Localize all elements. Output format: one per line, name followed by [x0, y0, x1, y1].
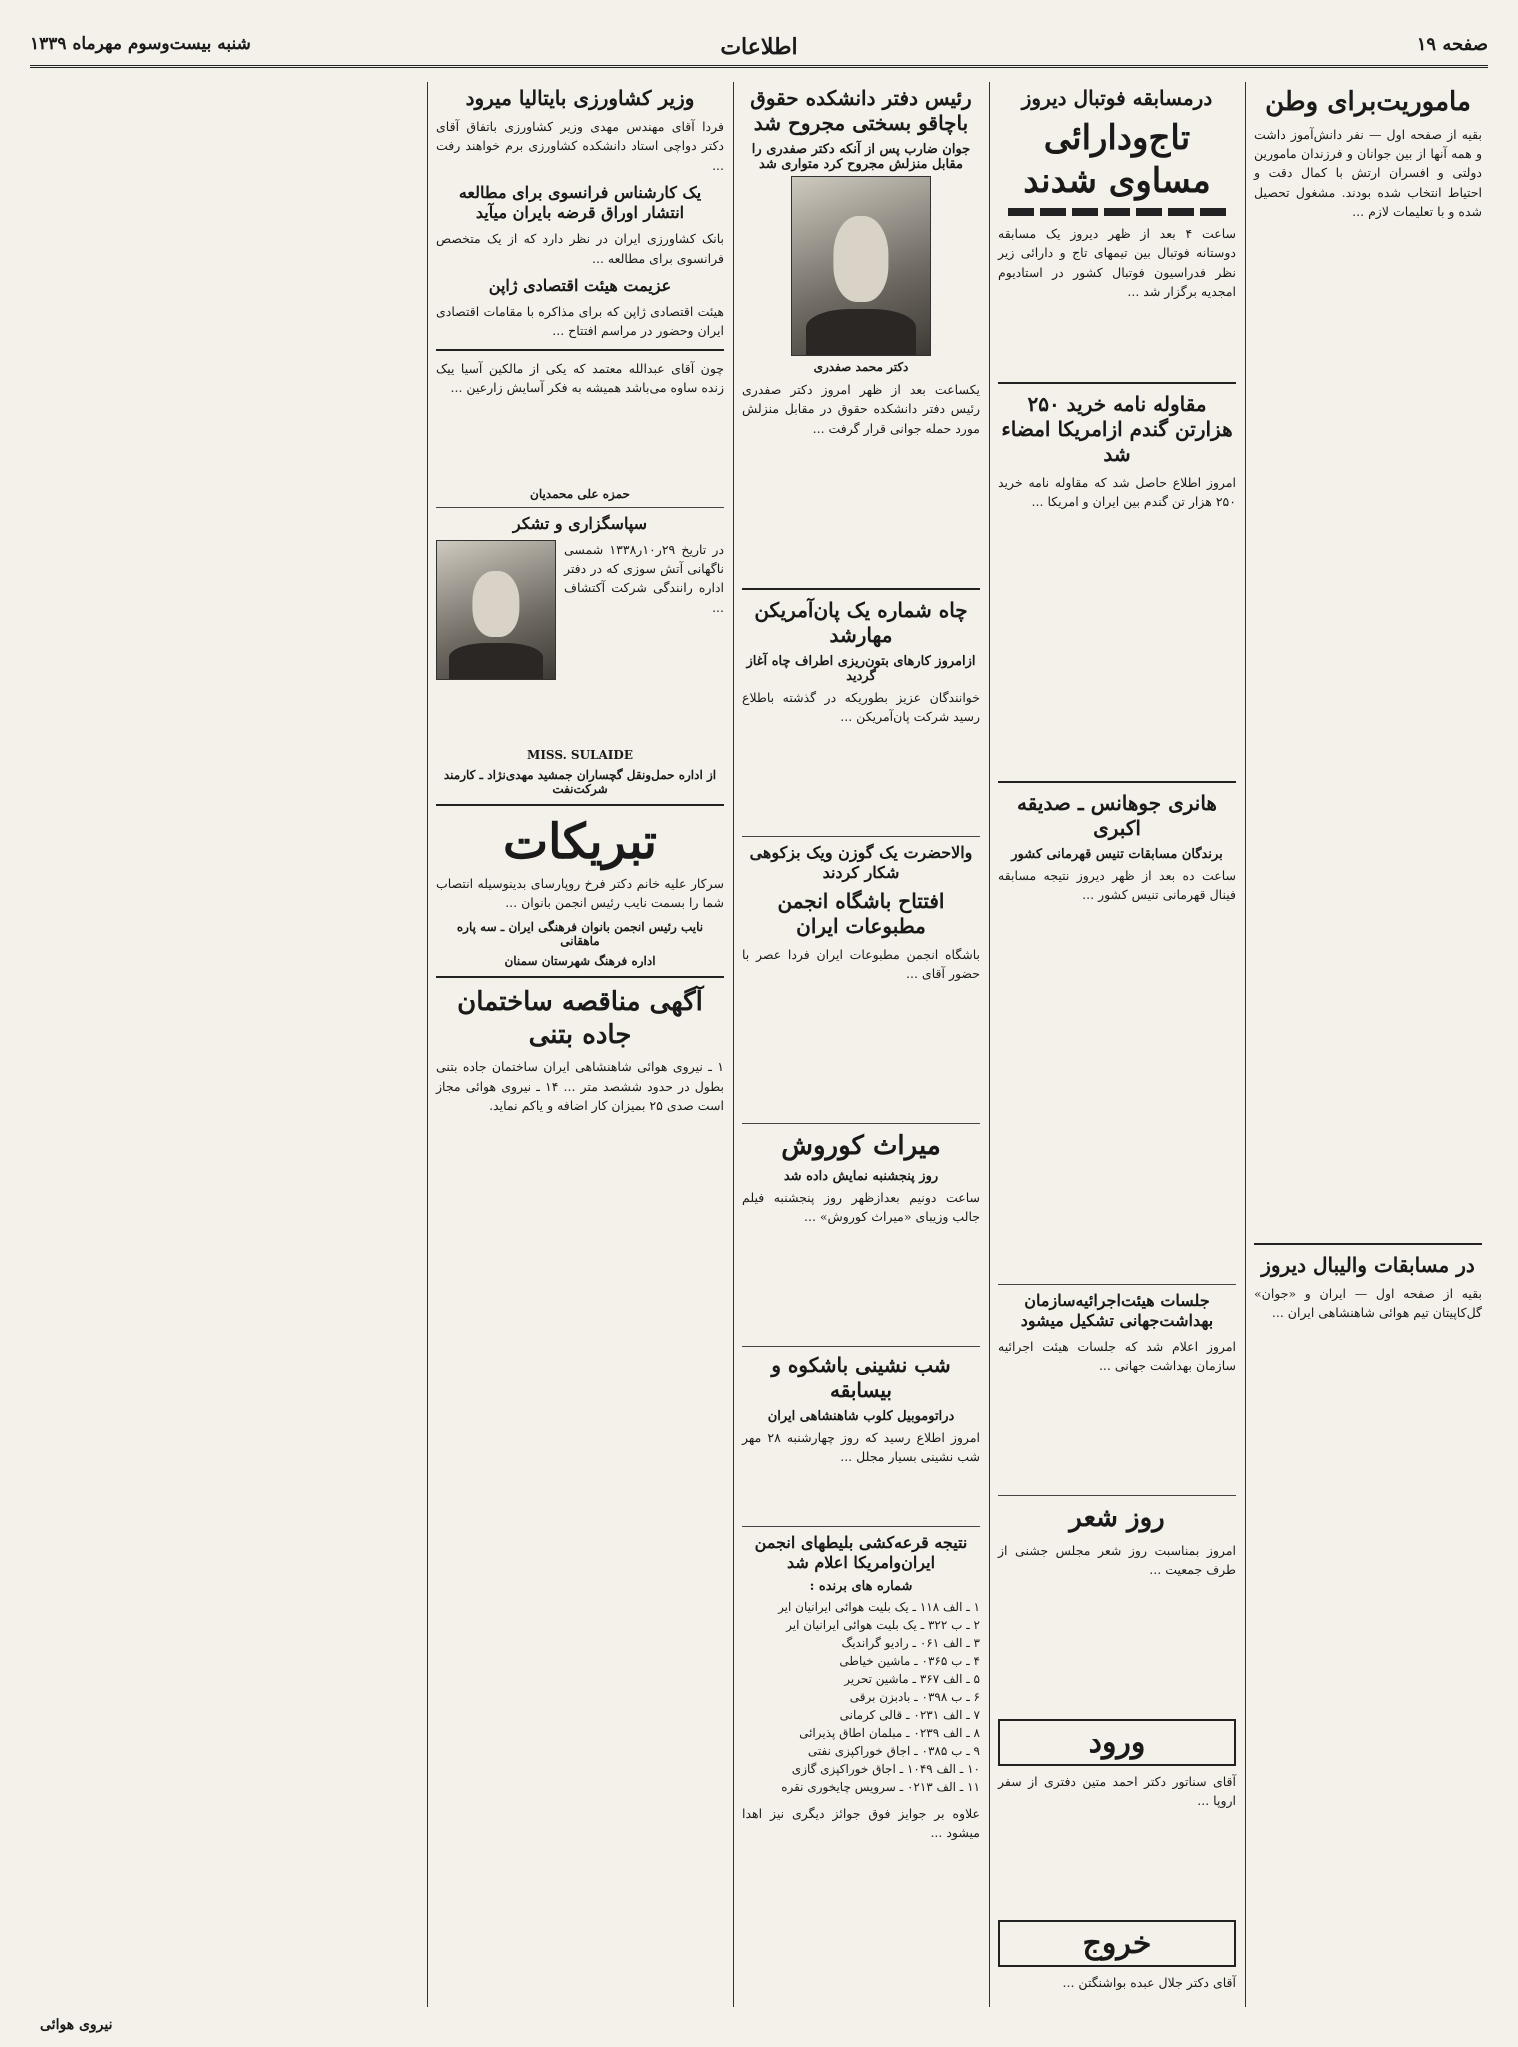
article-cyrus-legacy: ساعت دونیم بعدازظهر روز پنجشنبه فیلم جالب وزیبای «میراث کوروش» ...	[742, 1189, 980, 1224]
portrait-face	[472, 571, 519, 637]
separator	[1254, 1243, 1482, 1245]
headline-press-club: افتتاح باشگاه انجمن مطبوعات ایران	[777, 889, 945, 938]
column-rule	[733, 82, 734, 2007]
arrivals-list: آقای سناتور دکتر احمد متین دفتری از سفر اروپا ...	[998, 1773, 1236, 1808]
headline-volleyball: در مسابقات والیبال دیروز	[1261, 1252, 1475, 1277]
winner-item: ۱۰ ـ الف ۱۰۴۹ ـ اجاق خوراکپزی گازی	[791, 1761, 980, 1776]
portrait-suit	[449, 643, 543, 679]
portrait-face	[833, 216, 888, 301]
subhead-cyrus-legacy: روز پنجشنبه نمایش داده شد	[783, 1168, 939, 1184]
winner-item: ۶ ـ ب ۰۳۹۸ ـ بادبزن برقی	[849, 1689, 980, 1704]
article-gratitude: در تاریخ ۲۹ر۱۰ر۱۳۳۸ شمسی ناگهانی آتش سوزی که در دفتر اداره رانندگی شرکت آکتشاف ...	[564, 541, 725, 615]
column-4	[430, 82, 730, 2007]
subhead-gala-night: دراتوموبیل کلوب شاهنشاهی ایران	[767, 1408, 955, 1424]
separator	[436, 507, 724, 508]
winner-item: ۲ ـ ب ۳۲۲ ـ یک بلیت هوائی ایرانیان ایر	[786, 1617, 980, 1632]
photo2-label: MISS. SULAIDE	[527, 747, 633, 762]
departures-list: آقای دکتر جلال عبده بواشنگتن ...	[1062, 1974, 1236, 1990]
separator	[436, 349, 724, 351]
winner-item: ۴ ـ ب ۰۳۶۵ ـ ماشین خیاطی	[839, 1653, 980, 1668]
headline-japan-delegation: عزیمت هیئت اقتصادی ژاپن	[488, 275, 672, 295]
winner-item: ۹ ـ ب ۰۳۸۵ ـ اجاق خوراکپزی نفتی	[807, 1743, 980, 1758]
article-tennis: ساعت ده بعد از ظهر دیروز نتیجه مسابقه فینال قهرمانی تنیس کشور ...	[998, 868, 1236, 903]
winners-title: شماره های برنده :	[809, 1578, 913, 1594]
separator	[998, 781, 1236, 783]
page-number: صفحه ۱۹	[1416, 34, 1488, 55]
portrait-suit	[806, 309, 916, 355]
separator	[742, 836, 980, 837]
headline-football: درمسابقه فوتبال دیروز	[1021, 86, 1213, 110]
headline-gala-night: شب نشینی باشکوه و بیسابقه	[771, 1352, 951, 1402]
headline-congratulations: تبریکات	[502, 813, 657, 870]
portrait-photo-2	[436, 540, 556, 680]
article-lottery-note: علاوه بر جوایز فوق جوائز دیگری نیز اهدا میشود ...	[742, 1805, 980, 1840]
article-wheat: امروز اطلاع حاصل شد که مقاوله نامه خرید ۲۵۰ هزار تن گندم بین ایران و امریکا ...	[998, 475, 1236, 510]
headline-tennis: هانری جوهانس ـ صدیقه اکبری	[1017, 791, 1217, 840]
article-mission: بقیه از صفحه اول — نفر دانش‌آموز داشت و همه آنها از بین جوانان و فرزندان مامورین دولتی و افسران ارتش با کمال دقت و احتیاط انتخاب شده بودند. مشغول تحصیل شده و با تعلیمات لازم ...	[1254, 126, 1482, 219]
column-rule	[427, 82, 428, 2007]
separator	[998, 382, 1236, 384]
footer-signature: نیروی هوائی	[40, 2017, 113, 2033]
separator	[742, 588, 980, 590]
article-agriculture-minister: فردا آقای مهندس مهدی وزیر کشاورزی باتفاق آقای دکتر دواچی استاد دانشکده کشاورزی برم خواهند رفت ...	[436, 119, 724, 173]
article-tender-notice: ۱ ـ نیروی هوائی شاهنشاهی ایران ساختمان جاده بتنی بطول در حدود ششصد متر ... ۱۴ ـ نیروی هوائی مجاز است صدی ۲۵ بمیزان کار اضافه و یاکم نماید.	[436, 1059, 725, 1114]
headline-gratitude: سپاسگزاری و تشکر	[512, 513, 648, 533]
separator	[436, 804, 724, 806]
separator	[436, 976, 724, 978]
winner-item: ۸ ـ الف ۰۲۳۹ ـ مبلمان اطاق پذیرائی	[799, 1725, 980, 1740]
column-rule	[1245, 82, 1246, 2007]
article-stabbing: یکساعت بعد از ظهر امروز دکتر صفدری رئیس دفتر دانشکده حقوق در مقابل منزلش مورد حمله جوانی قرار گرفت ...	[742, 382, 980, 436]
signature-gachsaran: از اداره حمل‌ونقل گچساران جمشید مهدی‌نژاد ـ کارمند شرکت‌نفت	[443, 767, 717, 796]
headline-hunting: والاحضرت یک گوزن ویک بزکوهی شکار کردند	[749, 843, 973, 882]
subhead-stabbing: جوان ضارب پس از آنکه دکتر صفدری را مقابل منزلش مجروح کرد متواری شد	[751, 142, 971, 172]
headline-panamerican: چاه شماره یک پان‌آمریکن مهارشد	[754, 598, 968, 647]
winner-item: ۵ ـ الف ۳۶۷ ـ ماشین تحریر	[844, 1671, 980, 1686]
headline-who: جلسات هیئت‌اجرائیه‌سازمان بهداشت‌جهانی تشکیل میشود	[1020, 1291, 1214, 1330]
winners-list	[742, 1598, 980, 1796]
masthead	[30, 28, 1488, 68]
decorative-rule	[1008, 208, 1226, 216]
article-japan-delegation: هیئت اقتصادی ژاپن که برای مذاکره با مقامات اقتصادی ایران وحضور در مراسم افتتاح ...	[436, 303, 724, 339]
column-3	[736, 82, 986, 2007]
winner-item: ۱۱ ـ الف ۰۲۱۳ ـ سرویس چایخوری نقره	[781, 1779, 980, 1794]
headline-wheat: مقاوله نامه خرید ۲۵۰ هزارتن گندم ازامریکا امضاء شد	[1001, 392, 1233, 466]
article-thanks-motamed: چون آقای عبدالله معتمد که یکی از مالکین آسیا ییک زنده ساوه می‌باشد همیشه به فکر آسایش زارعین ...	[436, 360, 724, 395]
headline-lottery: نتیجه قرعه‌کشی بلیطهای انجمن ایران‌وامریکا اعلام شد	[754, 1532, 968, 1572]
separator	[742, 1123, 980, 1124]
headline-mission: ماموریت‌برای وطن	[1265, 87, 1471, 117]
article-panamerican: خوانندگان عزیز بطوریکه در گذشته باطلاع رسید شرکت پان‌آمریکن ...	[742, 690, 980, 725]
headline-french-expert: یک کارشناس فرانسوی برای مطالعه انتشار اوراق قرضه بایران میآید	[458, 183, 702, 223]
article-french-expert: بانک کشاورزی ایران در نظر دارد که از یک متخصص فرانسوی برای مطالعه ...	[436, 231, 724, 266]
signature-mohammadian: حمزه علی محمدیان	[530, 486, 630, 501]
separator	[742, 1346, 980, 1347]
arrivals-header: ورود	[998, 1719, 1236, 1766]
separator	[998, 1495, 1236, 1496]
article-congratulations: سرکار علیه خانم دکتر فرخ روپارسای بدینوسیله انتصاب شما را بسمت نایب رئیس انجمن بانوان ...	[436, 875, 724, 910]
article-football: ساعت ۴ بعد از ظهر دیروز یک مسابقه دوستانه فوتبال بین تیمهای تاج و دارائی زیر نظر فدراسیون فوتبال کشور در استادیوم امجدیه برگزار شد ...	[998, 226, 1236, 300]
column-5	[30, 82, 424, 2007]
newspaper-name: اطلاعات	[720, 34, 798, 60]
winner-item: ۳ ـ الف ۰۶۱ ـ رادیو گراندیگ	[841, 1635, 980, 1650]
subhead-tennis: برندگان مسابقات تنیس قهرمانی کشور	[1011, 847, 1223, 862]
issue-date: شنبه بیست‌وسوم مهرماه ۱۳۳۹	[30, 34, 251, 54]
separator	[742, 1526, 980, 1527]
headline-poetry-day: روز شعر	[1069, 1503, 1165, 1533]
column-rule	[989, 82, 990, 2007]
portrait-photo	[791, 176, 931, 356]
column-2	[992, 82, 1242, 2007]
signature-semnan-culture: اداره فرهنگ شهرستان سمنان	[504, 954, 656, 969]
headline-stabbing: رئیس دفتر دانشکده حقوق باچاقو بسختی مجروح شد	[750, 86, 972, 135]
headline-cyrus-legacy: میراث کوروش	[781, 1131, 941, 1161]
signature-women-association: نایب رئیس انجمن بانوان فرهنگی ایران ـ سه پاره ماهقانی	[456, 920, 704, 949]
article-poetry-day: امروز بمناسبت روز شعر مجلس جشنی از طرف جمعیت ...	[998, 1542, 1236, 1577]
column-1	[1248, 82, 1488, 2007]
subhead-panamerican: ازامروز کارهای بتون‌ریزی اطراف چاه آغاز گردید	[746, 654, 976, 684]
article-who: امروز اعلام شد که جلسات هیئت اجرائیه سازمان بهداشت جهانی ...	[998, 1339, 1236, 1374]
article-volleyball: بقیه از صفحه اول — ایران و «جوان» گل‌کاپیتان تیم هوائی شاهنشاهی ایران ...	[1254, 1285, 1482, 1320]
headline-agriculture-minister: وزیر کشاورزی بایتالیا میرود	[465, 86, 695, 110]
headline-tender-notice: آگهی مناقصه ساختمان جاده بتنی	[457, 987, 703, 1050]
winner-item: ۷ ـ الف ۰۲۳۱ ـ قالی کرمانی	[839, 1707, 980, 1722]
article-press-club: باشگاه انجمن مطبوعات ایران فردا عصر با حضور آقای ...	[742, 947, 980, 982]
photo-caption: دکتر محمد صفدری	[813, 360, 909, 374]
winner-item: ۱ ـ الف ۱۱۸ ـ یک بلیت هوائی ایرانیان ایر	[778, 1599, 980, 1614]
article-gala-night: امروز اطلاع رسید که روز چهارشنبه ۲۸ مهر شب نشینی بسیار مجلل ...	[742, 1429, 981, 1464]
departures-header: خروج	[998, 1920, 1236, 1967]
separator	[998, 1284, 1236, 1285]
headline-football-result: تاج‌ودارائی مساوی شدند	[1023, 118, 1211, 201]
